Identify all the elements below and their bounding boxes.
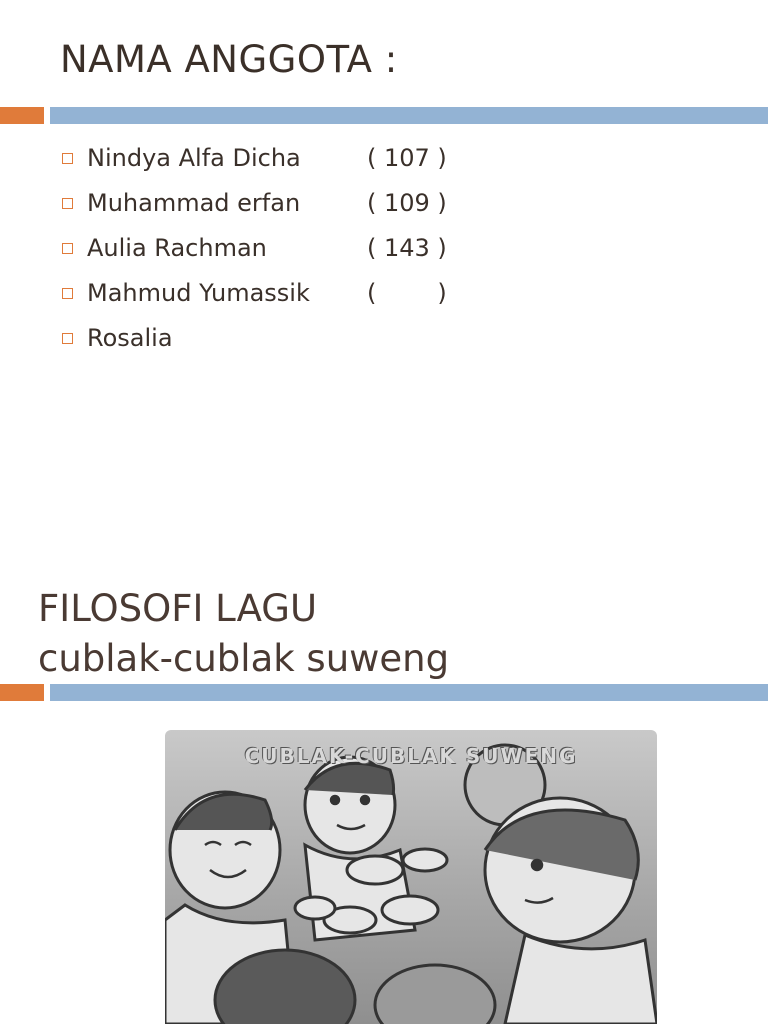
accent-bar-blue [50,684,768,701]
square-bullet-icon [62,153,73,164]
square-bullet-icon [62,288,73,299]
member-name: Rosalia [87,324,173,352]
member-name: Mahmud Yumassik [87,279,310,307]
square-bullet-icon [62,198,73,209]
member-number: ( 107 ) [367,144,447,172]
list-item [62,140,522,185]
square-bullet-icon [62,333,73,344]
accent-bar-orange [0,684,44,701]
accent-bar-blue [50,107,768,124]
slide-title: NAMA ANGGOTA : [60,38,398,81]
children-playing-illustration [165,730,657,1024]
slide-philosophy [0,512,768,1024]
square-bullet-icon [62,243,73,254]
illustration-drawing [165,730,657,1024]
member-name: Nindya Alfa Dicha [87,144,301,172]
list-item [62,185,522,230]
list-item [62,320,522,365]
slide-title [38,584,449,684]
title-line-2: cublak-cublak suweng [38,637,450,680]
member-number: ( ) [367,279,447,307]
member-number: ( 143 ) [367,234,447,262]
illustration-caption: CUBLAK-CUBLAK SUWENG [244,744,578,768]
accent-bar-orange [0,107,44,124]
member-name: Aulia Rachman [87,234,267,262]
title-line-1: FILOSOFI LAGU [38,587,318,630]
list-item [62,230,522,275]
member-list [62,140,522,365]
member-number: ( 109 ) [367,189,447,217]
member-name: Muhammad erfan [87,189,301,217]
list-item [62,275,522,320]
